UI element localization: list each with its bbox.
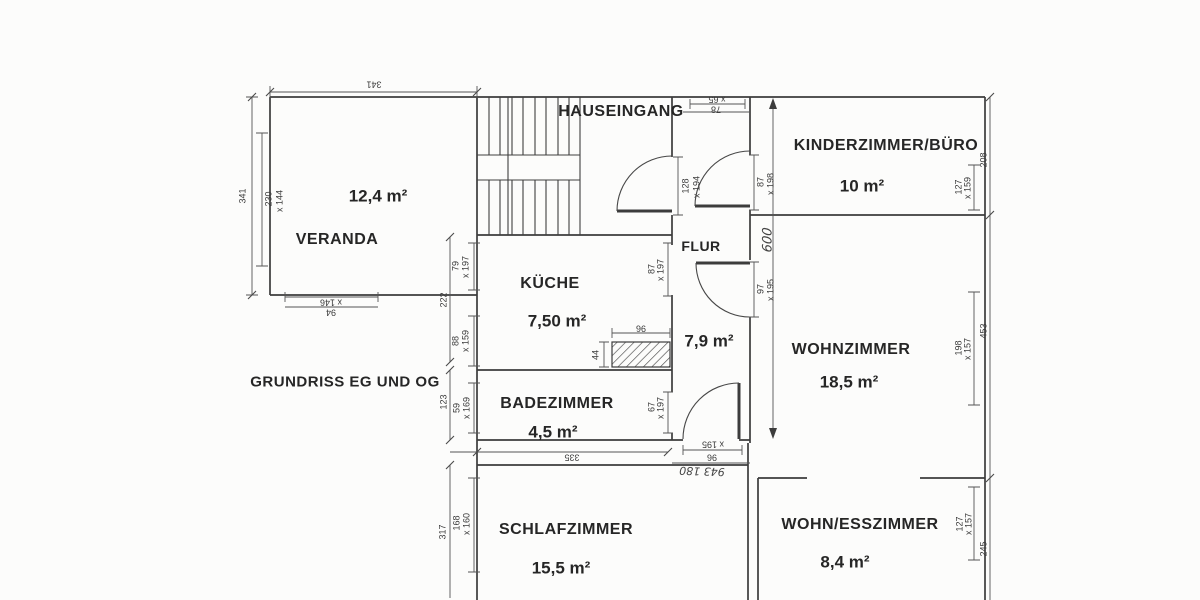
handwritten-600: 600 [760, 226, 776, 254]
dim-kueche-left-outer: 222 [438, 292, 449, 308]
dim-ess-window-w: 127 [954, 516, 965, 532]
handwritten-note: 943 180 [679, 463, 725, 479]
dim-schlaf-window-w: 168 [451, 515, 462, 531]
dim-door1-w: 128 [680, 178, 691, 194]
dim-veranda-top: 341 [366, 79, 382, 90]
dim-bad-window-h: x 169 [461, 396, 472, 420]
dim-bad-window-w: 59 [451, 402, 462, 414]
dim-door3-w: 97 [755, 283, 766, 295]
dim-stair-window-w: x 65 [708, 94, 726, 105]
dim-schlaf-left-outer: 317 [437, 524, 448, 540]
area-label-kinderzimmer: 10 m² [839, 176, 885, 196]
room-label-esszimmer: WOHN/ESSZIMMER [781, 516, 939, 533]
dim-flur-door-w: 96 [706, 452, 718, 463]
dim-bad-door-w: 67 [646, 401, 657, 413]
area-label-veranda: 12,4 m² [348, 186, 408, 206]
area-label-flur: 7,9 m² [684, 331, 734, 351]
dim-ess-window-h: x 157 [963, 512, 974, 536]
room-label-badezimmer: BADEZIMMER [500, 395, 614, 412]
dim-bad-bottom: 335 [564, 452, 580, 463]
room-label-flur: FLUR [681, 238, 721, 254]
dim-kueche-win1-w: 79 [450, 260, 461, 272]
dim-veranda-bottom-w: x 146 [319, 297, 343, 308]
dim-kinder-window-h: x 159 [962, 176, 973, 200]
dim-veranda-window-h: x 144 [274, 189, 285, 213]
dim-kueche-win2-w: 88 [450, 335, 461, 347]
dim-door3-h: x 195 [765, 278, 776, 302]
arrow-up [769, 98, 777, 109]
plan-title: GRUNDRISS EG UND OG [250, 373, 440, 391]
dim-wohn-window-w: 198 [953, 340, 964, 356]
door-arcs [617, 151, 750, 439]
dim-stair-window-h: 78 [710, 104, 722, 115]
dim-chimney-h: 44 [590, 349, 601, 361]
dim-veranda-left-outer: 341 [237, 188, 248, 204]
dim-flur-door-h: x 195 [701, 439, 725, 450]
area-label-badezimmer: 4,5 m² [528, 422, 578, 442]
dim-kinder-outer: 208 [978, 152, 989, 168]
area-label-kueche: 7,50 m² [527, 311, 587, 331]
dim-veranda-bottom-h: 94 [325, 307, 337, 318]
room-label-veranda: VERANDA [295, 231, 379, 248]
area-label-schlafzimmer: 15,5 m² [531, 558, 591, 578]
room-label-kinderzimmer: KINDERZIMMER/BÜRO [793, 137, 979, 154]
dim-bad-left-outer: 123 [438, 394, 449, 410]
dim-ess-outer: 245 [978, 541, 989, 557]
arrow-down [769, 428, 777, 439]
dim-kueche-door-h: x 197 [655, 258, 666, 282]
dim-kueche-door-w: 87 [646, 263, 657, 275]
dim-wohn-window-h: x 157 [962, 337, 973, 361]
dim-door1-h: x 194 [691, 175, 702, 199]
dim-chimney-w: 96 [635, 323, 647, 334]
chimney [612, 342, 670, 367]
dim-door2-h: x 198 [765, 172, 776, 196]
dim-kinder-window-w: 127 [953, 179, 964, 195]
dim-veranda-window-w: 230 [263, 191, 274, 207]
room-label-kueche: KÜCHE [520, 275, 580, 292]
dim-schlaf-window-h: x 160 [461, 512, 472, 536]
dim-kueche-win2-h: x 159 [460, 329, 471, 353]
room-label-hauseingang: HAUSEINGANG [558, 103, 684, 120]
area-label-esszimmer: 8,4 m² [820, 552, 870, 572]
dim-wohn-outer: 453 [978, 323, 989, 339]
area-label-wohnzimmer: 18,5 m² [819, 372, 879, 392]
room-label-wohnzimmer: WOHNZIMMER [791, 341, 911, 358]
dim-door2-w: 87 [755, 176, 766, 188]
room-label-schlafzimmer: SCHLAFZIMMER [499, 521, 633, 538]
dim-kueche-win1-h: x 197 [460, 255, 471, 279]
dim-bad-door-h: x 197 [655, 396, 666, 420]
